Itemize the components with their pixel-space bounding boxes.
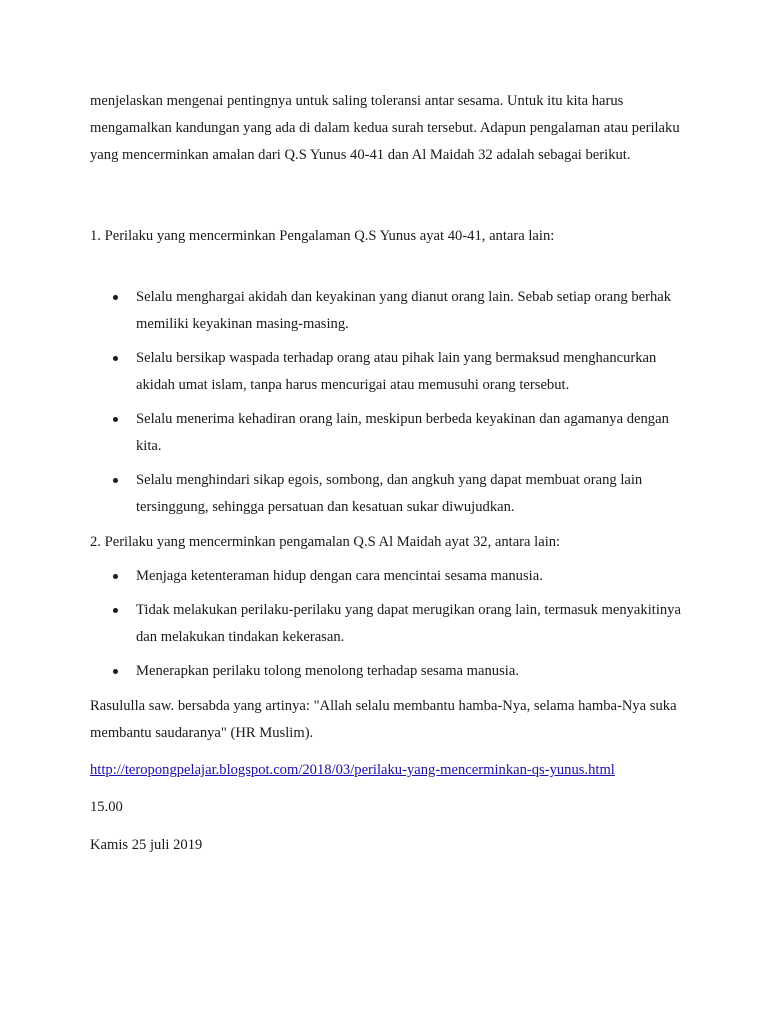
list-item-text: Selalu bersikap waspada terhadap orang atau pihak lain yang bermaksud menghancurkan akidah umat islam, tanpa harus mencurigai atau memusuhi orang tersebut. (136, 350, 657, 393)
intro-paragraph: menjelaskan mengenai pentingnya untuk saling toleransi antar sesama. Untuk itu kita harus mengamalkan kandungan yang ada di dalam kedua surah tersebut. Adapun pengalaman atau perilaku yang mencerminkan amalan dari Q.S Yunus 40-41 dan Al Maidah 32 adalah sebagai berikut. (90, 93, 680, 163)
bullet-icon (113, 574, 118, 579)
time-text: 15.00 (90, 799, 123, 815)
section2-list (90, 563, 690, 692)
list-item-text: Menjaga ketenteraman hidup dengan cara mencintai sesama manusia. (136, 568, 543, 584)
bullet-icon (113, 295, 118, 300)
list-item-text: Menerapkan perilaku tolong menolong terhadap sesama manusia. (136, 663, 519, 679)
hadith-paragraph: Rasululla saw. bersabda yang artinya: "Allah selalu membantu hamba-Nya, selama hamba-Nya suka membantu saudaranya" (HR Muslim). (90, 698, 677, 741)
list-item (90, 284, 690, 338)
list-item-text: Tidak melakukan perilaku-perilaku yang dapat merugikan orang lain, termasuk menyakitinya dan melakukan tindakan kekerasan. (136, 602, 681, 645)
section2-heading: 2. Perilaku yang mencerminkan pengamalan Q.S Al Maidah ayat 32, antara lain: (90, 534, 561, 550)
list-item-text: Selalu menghindari sikap egois, sombong, dan angkuh yang dapat membuat orang lain tersinggung, sehingga persatuan dan kesatuan sukar diwujudkan. (136, 472, 643, 515)
source-link[interactable]: http://teropongpelajar.blogspot.com/2018/03/perilaku-yang-mencerminkan-qs-yunus.html (90, 762, 615, 778)
section1-heading: 1. Perilaku yang mencerminkan Pengalaman Q.S Yunus ayat 40-41, antara lain: (90, 228, 555, 244)
bullet-icon (113, 478, 118, 483)
list-item (90, 467, 690, 521)
bullet-icon (113, 608, 118, 613)
list-item (90, 406, 690, 460)
bullet-icon (113, 669, 118, 674)
list-item-text: Selalu menghargai akidah dan keyakinan yang dianut orang lain. Sebab setiap orang berhak memiliki keyakinan masing-masing. (136, 289, 672, 332)
date-text: Kamis 25 juli 2019 (90, 837, 203, 853)
bullet-icon (113, 356, 118, 361)
list-item (90, 563, 690, 590)
list-item (90, 658, 690, 685)
bullet-icon (113, 417, 118, 422)
section1-list (90, 284, 690, 528)
list-item (90, 597, 690, 651)
list-item-text: Selalu menerima kehadiran orang lain, meskipun berbeda keyakinan dan agamanya dengan kita. (136, 411, 669, 454)
list-item (90, 345, 690, 399)
